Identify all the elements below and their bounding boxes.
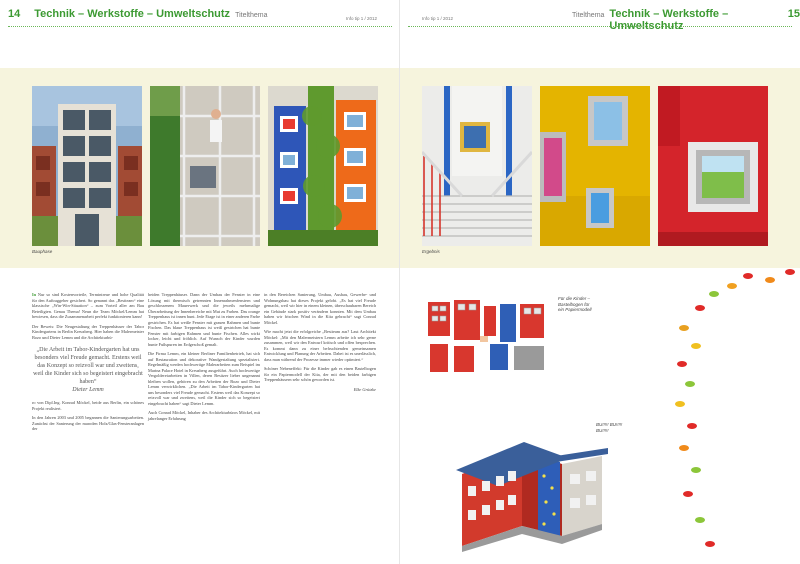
left-header — [8, 8, 267, 26]
left-text-column-2 — [148, 292, 260, 425]
right-header-title: Technik – Werkstoffe – Umweltschutz — [609, 8, 729, 32]
left-text-column-1 — [32, 292, 144, 436]
col2-paragraph-2: Die Firma Lemm, ein kleiner Berliner Familienbetrieb, hat sich auf Restauration und dekorative Wandgestaltung spezialisiert. Regelmäßig werden hochwertige Malerarbeiten zum Beispiel im Marina Palace Hotel in Kreuzberg ausgeführt. Auch hochwertige Vergoldereiarbeiten in Villen, deren Besitzer lieber ungenannt bleiben wollen, gehören zu den Arbeiten der Bozo und Dieter Lemm verwirklichen. „Die Arbeit im Tabor-Kindergarten hat uns besonders viel Freude gemacht. Erstens weil das Konzept so reizvoll war und zweitens, weil die Kinder sich so begeistert eingebracht haben“ sagt Dieter Lemm. — [148, 351, 260, 406]
left-header-info: Info tip 1 / 2012 — [346, 16, 378, 21]
right-header-rule — [408, 26, 792, 27]
right-header — [572, 8, 800, 32]
paper-model-caption-line-3: ein Papiermodell — [558, 307, 592, 313]
article-signature: Elke Grützke — [353, 386, 376, 392]
col1-paragraph-1 — [32, 292, 144, 320]
right-header-subtitle: Titelthema — [572, 12, 605, 19]
photo-stairwell — [422, 86, 532, 246]
col3-paragraph-1: in den Bereichen Sanierung, Umbau, Ausbau, Gewerbe- und Wohnungsbau hat dieses Projekt gelobt. „Es hat viel Freude gemacht, weil wir hier in einem kleinen, überschaubaren Bereich ein Gebäude stark positiv verändern konnten. Mit dem Umbau haben wir frischen Wind in die Kita gebracht“ sagt Conrad Möckel. — [264, 292, 376, 325]
col1-paragraph-1-text: Nur so sind Kostenvorteile, Termintreue und hohe Qualität für den Auftraggeber gesichert. So genannt das „Bestteam“ eine klassische „Win-Win-Situation“ – zum Vorteil aller am Bau Beteiligten. Genau Thema! Neun die Team Möckel/Lemm hat bewiesen, dass die Zusammenarbeit perfekt funktionieren kann! — [32, 292, 144, 319]
left-header-title: Technik – Werkstoffe – Umweltschutz — [34, 8, 231, 20]
col2-paragraph-3: Auch Conrad Möckel, Inhaber des Architekturbüros Möckel, mit jahrelanger Erfahrung — [148, 410, 260, 421]
photo-colorful-facade — [268, 86, 378, 246]
photo-red-wall-window — [658, 86, 768, 246]
col1-paragraph-3: ro von Dipl.Ing. Konrad Möckel, beide aus Berlin, ein schönes Projekt realisiert. — [32, 400, 144, 411]
col3-paragraph-3: Schöner Nebeneffekt: Für die Kinder gab es einen Bastelbogen für ein Papiermodell der Kita, der mit den beiden farbigen Treppenhäusern sehr schön geworden ist. — [264, 366, 376, 382]
bu-placeholder-line-2: BU!!!!! — [596, 427, 609, 433]
pull-quote-author: Dieter Lemm — [72, 387, 104, 393]
col2-paragraph-1: beiden Treppenhäuser. Dann der Umbau der Fenster in eine Lösung mit thermisch getrennten Innenrahmenfenstern und geschlossenem Mauerwerk und die jeweils mehrmalige Überarbeitung der Innenbereiche mit Mut zu Farben. Das orange Treppenhaus ist innen bunt. Jede Etage ist in einer anderen Farbe gestrichen. Es hat weiße Fenster mit grauen Rahmen und bunte Fischen. Das blaue Treppenhaus ist weiß gestrichen hat bunte Fenster mit farbigen Rahmen und bunte Fischen. Alles wirkt locker, leicht und fröhlich. Auf Wunsch der Kinder wurden bunte Fußspuren im Erdgeschoß gemalt. — [148, 292, 260, 347]
col1-paragraph-2: Der Beweis: Die Neugestaltung der Treppenhäuser der Tabor Kindergartens in Berlin Kreuzberg. Hier haben die Malermeister Bozo und Dieter Lemm und die Architekturbü- — [32, 323, 144, 340]
paper-model-caption-line-1: Für die Kinder – — [558, 296, 591, 301]
pull-quote-text: „Die Arbeit im Tabor-Kindergarten hat uns besonders viel Freude gemacht. Erstens weil das Konzept so reizvoll war und zweitens, weil die Kinder sich so begeistert eingebracht haben“ — [33, 347, 143, 385]
col1-paragraph-4: In den Jahren 2003 und 2005 begannen die Sanierungsarbeiten. Zunächst der Sanierung der maroden Holz/Glas-Fensteranlagen der — [32, 415, 144, 431]
decorative-footprints — [670, 268, 800, 564]
photo-yellow-wall-windows — [540, 86, 650, 246]
left-text-column-3 — [264, 292, 376, 396]
right-page-number: 15 — [787, 8, 800, 20]
paper-model-cut-sheet — [424, 296, 548, 378]
photo-facade-construction — [32, 86, 142, 246]
left-photo-caption: Bauphase — [32, 249, 53, 254]
pull-quote — [32, 346, 144, 394]
bu-placeholder-line-1: BU!!!!! BU!!!!! — [596, 422, 623, 427]
col1-lead: In — [32, 292, 37, 297]
paper-model-caption-line-2: Bastelbogen für — [558, 301, 590, 307]
photo-scaffolding — [150, 86, 260, 246]
col3-paragraph-2: Wie macht jetzt die erfolgreiche „Bestteam aus? Laut Architekt Möckel: „Mit den Malermeistern Lemm arbeite ich sehr gerne zusammen, weil wir den Entwurf kritisch und offen besprechen. Es kommt dann zu einer befruchtenden gemeinsamen Entwicklung und Planung der Arbeiten. Dabei ist es unerlässlich, dass man während der Prozesse immer wieder optimiert.“ — [264, 329, 376, 362]
right-page — [400, 0, 800, 564]
right-photo-caption: Ergebnis — [422, 249, 440, 254]
left-header-subtitle: Titelthema — [235, 12, 268, 19]
left-header-rule — [8, 26, 392, 27]
building-3d-model — [452, 426, 614, 554]
left-page-number: 14 — [8, 8, 21, 20]
paper-model-caption — [558, 296, 592, 313]
right-header-info: Info tip 1 / 2012 — [422, 16, 454, 21]
